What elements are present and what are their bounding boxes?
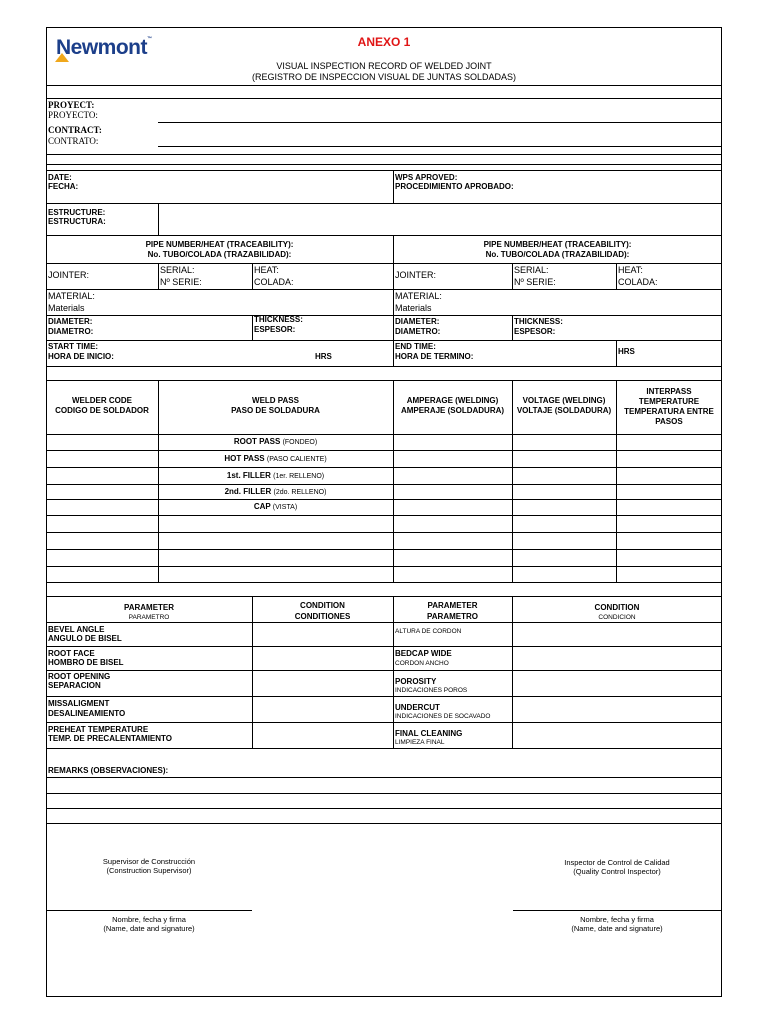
wps-label-es: PROCEDIMIENTO APROBADO: xyxy=(395,182,514,191)
heat-label-en-left: HEAT: xyxy=(254,265,279,275)
param-header-en-right: PARAMETER xyxy=(427,601,478,610)
date-label-en: DATE: xyxy=(48,173,72,182)
param-preheat-en: PREHEAT TEMPERATURE xyxy=(48,725,149,734)
voltage-header-en: VOLTAGE (WELDING) xyxy=(522,396,606,405)
contract-label-es: CONTRATO: xyxy=(48,136,99,146)
serial-label-en-left: SERIAL: xyxy=(160,265,195,275)
pipe-heading-en-left: PIPE NUMBER/HEAT (TRACEABILITY): xyxy=(145,240,294,249)
pipe-heading-es-right: No. TUBO/COLADA (TRAZABILIDAD): xyxy=(485,250,630,259)
remarks-label: REMARKS (OBSERVACIONES): xyxy=(48,766,169,775)
thickness-label-en-left: THICKNESS: xyxy=(254,315,303,324)
condition-header-en-left: CONDITION xyxy=(300,601,345,610)
structure-label-es: ESTRUCTURA: xyxy=(48,217,106,226)
pipe-heading-en-right: PIPE NUMBER/HEAT (TRACEABILITY): xyxy=(483,240,632,249)
inspector-sign-es: Nombre, fecha y firma xyxy=(580,915,654,924)
remarks-line-1[interactable] xyxy=(46,777,722,778)
project-label-en: PROYECT: xyxy=(48,100,95,110)
amperage-header-en: AMPERAGE (WELDING) xyxy=(406,396,499,405)
param-cap-height-es: ALTURA DE CORDON xyxy=(395,628,462,635)
welder-code-header-es: CODIGO DE SOLDADOR xyxy=(55,406,149,415)
serial-label-es-right: Nº SERIE: xyxy=(514,277,556,287)
supervisor-signature-line[interactable] xyxy=(46,910,252,911)
thickness-label-es-left: ESPESOR: xyxy=(254,325,296,334)
annex-title: ANEXO 1 xyxy=(357,35,411,49)
remarks-line-2[interactable] xyxy=(46,793,722,794)
heat-label-en-right: HEAT: xyxy=(618,265,643,275)
contract-label-en: CONTRACT: xyxy=(48,125,102,135)
param-bedcap-wide-es: CORDON ANCHO xyxy=(395,660,449,667)
pipe-heading-es-left: No. TUBO/COLADA (TRAZABILIDAD): xyxy=(147,250,292,259)
material-label-en-right: MATERIAL: xyxy=(395,291,442,301)
date-label-es: FECHA: xyxy=(48,182,79,191)
inspector-role-es: Inspector de Control de Calidad xyxy=(564,858,670,867)
param-header-es-right: PARAMETRO xyxy=(427,612,478,621)
param-root-opening-en: ROOT OPENING xyxy=(48,672,111,681)
weld-pass-cap: CAP (VISTA) xyxy=(253,502,298,511)
weld-pass-filler-2: 2nd. FILLER (2do. RELLENO) xyxy=(224,487,327,496)
thickness-label-es-right: ESPESOR: xyxy=(514,327,556,336)
param-root-opening-es: SEPARACION xyxy=(48,681,101,690)
diameter-label-en-left: DIAMETER: xyxy=(48,317,93,326)
param-bevel-angle-en: BEVEL ANGLE xyxy=(48,625,105,634)
heat-label-es-right: COLADA: xyxy=(618,277,658,287)
weld-pass-hot: HOT PASS (PASO CALIENTE) xyxy=(224,454,327,463)
diameter-label-es-left: DIAMETRO: xyxy=(48,327,94,336)
start-time-label-en: START TIME: xyxy=(48,342,99,351)
param-preheat-es: TEMP. DE PRECALENTAMIENTO xyxy=(48,734,173,743)
serial-label-es-left: Nº SERIE: xyxy=(160,277,202,287)
diameter-label-en-right: DIAMETER: xyxy=(395,317,440,326)
form-title-en: VISUAL INSPECTION RECORD OF WELDED JOINT xyxy=(276,61,492,71)
inspector-signature-line[interactable] xyxy=(513,910,722,911)
project-label-es: PROYECTO: xyxy=(48,110,98,120)
param-missaligment-es: DESALINEAMIENTO xyxy=(48,709,126,718)
structure-field[interactable] xyxy=(160,205,720,233)
voltage-header-es: VOLTAJE (SOLDADURA) xyxy=(516,406,612,415)
start-time-label-es: HORA DE INICIO: xyxy=(48,352,114,361)
form-title-es: (REGISTRO DE INSPECCION VISUAL DE JUNTAS SOLDADAS) xyxy=(251,72,517,82)
supervisor-sign-es: Nombre, fecha y firma xyxy=(112,915,186,924)
start-hrs-label: HRS xyxy=(315,352,332,361)
param-header-en-left: PARAMETER xyxy=(123,603,175,612)
param-undercut-es: INDICACIONES DE SOCAVADO xyxy=(395,713,491,720)
interpass-header-es: TEMPERATURA ENTRE PASOS xyxy=(624,407,714,426)
supervisor-sign-en: (Name, date and signature) xyxy=(103,924,195,933)
param-porosity-es: INDICACIONES POROS xyxy=(395,687,468,694)
condition-header-en-right: CONDITION xyxy=(594,603,640,612)
welder-code-header-en: WELDER CODE xyxy=(72,396,132,405)
param-missaligment-en: MISSALIGMENT xyxy=(48,699,110,708)
supervisor-role-es: Supervisor de Construcción xyxy=(102,857,196,866)
condition-header-es-left: CONDITIONES xyxy=(294,612,351,621)
diameter-label-es-right: DIAMETRO: xyxy=(395,327,441,336)
param-undercut-en: UNDERCUT xyxy=(395,703,440,712)
inspector-role-en: (Quality Control Inspector) xyxy=(573,867,661,876)
end-time-label-es: HORA DE TERMINO: xyxy=(395,352,474,361)
param-final-cleaning-en: FINAL CLEANING xyxy=(395,729,463,738)
param-bedcap-wide-en: BEDCAP WIDE xyxy=(395,649,452,658)
weld-pass-filler-1: 1st. FILLER (1er. RELLENO) xyxy=(226,471,325,480)
amperage-header-es: AMPERAJE (SOLDADURA) xyxy=(400,406,505,415)
param-bevel-angle-es: ANGULO DE BISEL xyxy=(48,634,122,643)
interpass-header-en: INTERPASS TEMPERATURE xyxy=(638,387,700,406)
serial-label-en-right: SERIAL: xyxy=(514,265,549,275)
newmont-logo: Newmont™ xyxy=(56,36,152,59)
jointer-label-left: JOINTER: xyxy=(48,270,90,280)
thickness-label-en-right: THICKNESS: xyxy=(514,317,563,326)
weld-pass-header-es: PASO DE SOLDADURA xyxy=(231,406,320,415)
param-final-cleaning-es: LIMPIEZA FINAL xyxy=(395,739,445,746)
param-root-face-es: HOMBRO DE BISEL xyxy=(48,658,124,667)
heat-label-es-left: COLADA: xyxy=(254,277,294,287)
interpass-header xyxy=(618,387,720,427)
jointer-label-right: JOINTER: xyxy=(395,270,437,280)
remarks-line-3[interactable] xyxy=(46,808,722,809)
condition-header-es-right: CONDICION xyxy=(598,614,636,621)
project-input-line[interactable] xyxy=(158,122,722,123)
supervisor-role-en: (Construction Supervisor) xyxy=(106,866,192,875)
param-root-face-en: ROOT FACE xyxy=(48,649,95,658)
weld-pass-root: ROOT PASS (FONDEO) xyxy=(233,437,318,446)
material-label-en-left: MATERIAL: xyxy=(48,291,95,301)
material-label-es-left: Materials xyxy=(48,303,85,313)
contract-input-line[interactable] xyxy=(158,146,722,147)
param-porosity-en: POROSITY xyxy=(395,677,437,686)
param-header-es-left: PARAMETRO xyxy=(128,614,170,621)
end-hrs-label: HRS xyxy=(618,347,635,356)
structure-label-en: ESTRUCTURE: xyxy=(48,208,106,217)
end-time-label-en: END TIME: xyxy=(395,342,436,351)
wps-label-en: WPS APROVED: xyxy=(395,173,458,182)
inspector-sign-en: (Name, date and signature) xyxy=(571,924,663,933)
material-label-es-right: Materials xyxy=(395,303,432,313)
weld-pass-header-en: WELD PASS xyxy=(252,396,299,405)
